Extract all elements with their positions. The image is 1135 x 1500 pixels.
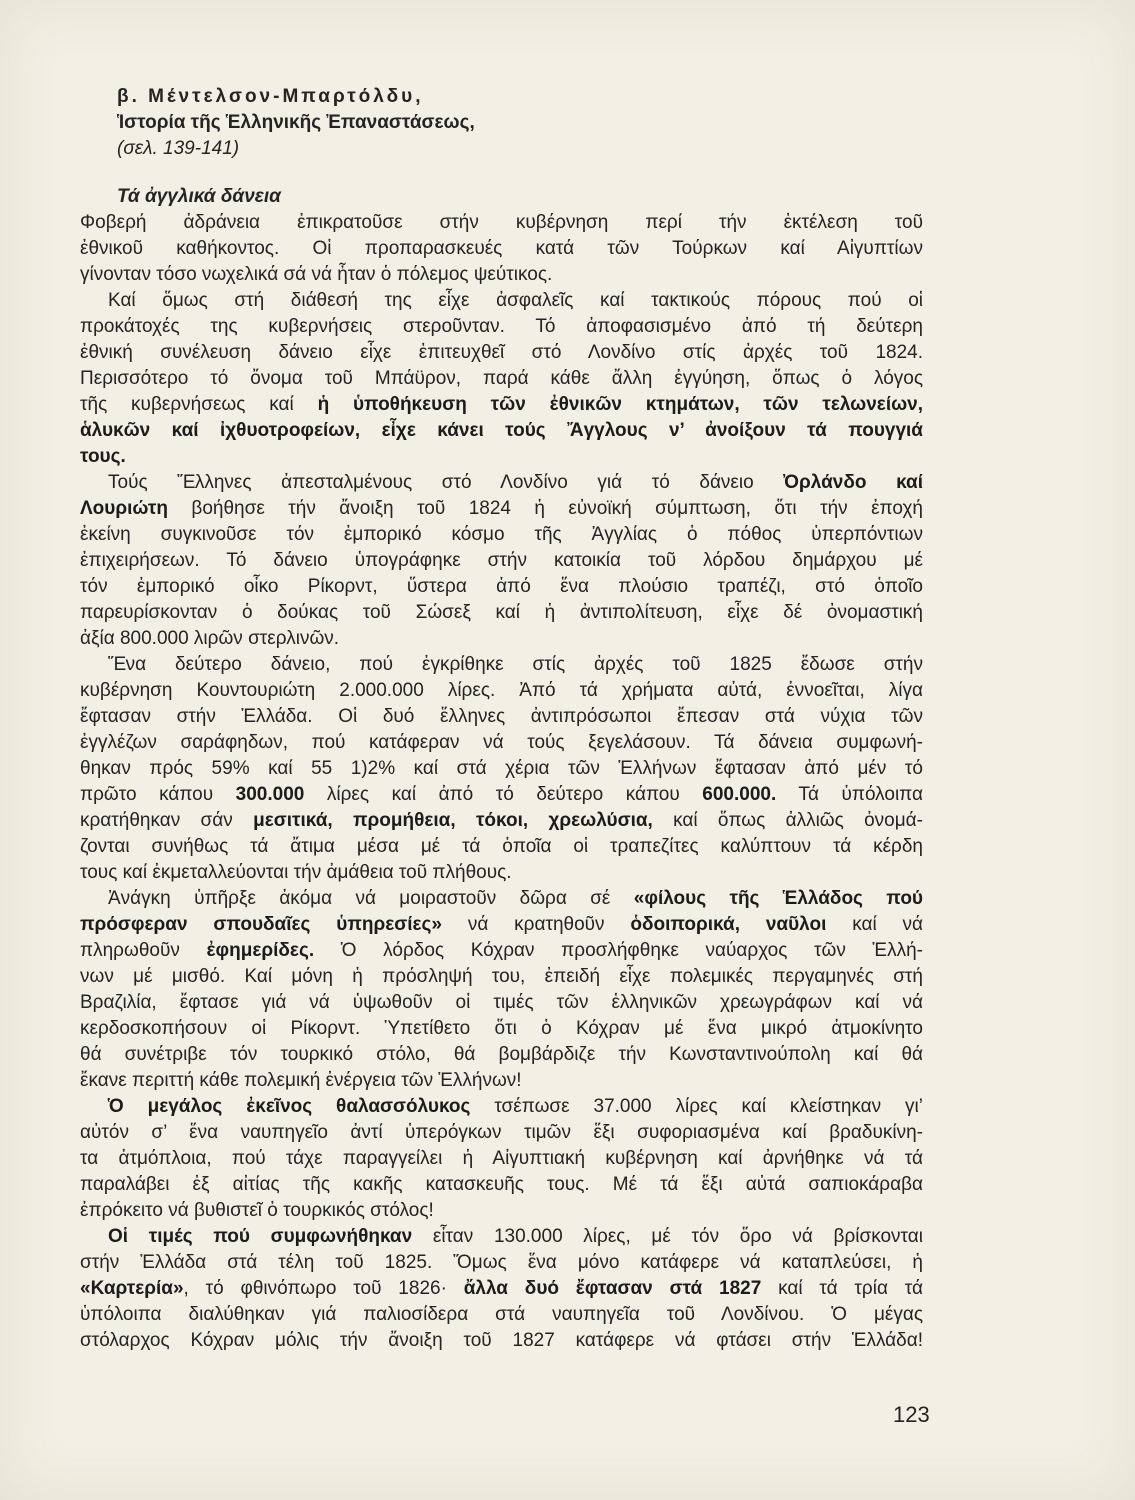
text-line bbox=[80, 392, 923, 418]
text-line bbox=[80, 496, 923, 522]
text-line bbox=[80, 366, 923, 392]
text-line bbox=[80, 938, 923, 964]
text-segment: προκάτοχές της κυβερνήσεις στεροῦνταν. Τό ἀποφασισμένο ἀπό τή δεύτερη bbox=[80, 316, 923, 337]
text-line bbox=[80, 470, 923, 496]
text-segment: ἀξία 800.000 λιρῶν στερλινῶν. bbox=[80, 628, 340, 649]
text-line bbox=[80, 756, 923, 782]
paragraph bbox=[80, 652, 923, 886]
text-segment: τσέπωσε 37.000 λίρες καί κλείστηκαν γι’ bbox=[470, 1096, 924, 1117]
text-line bbox=[80, 1068, 923, 1094]
text-segment: καί τά τρία τά bbox=[761, 1278, 923, 1299]
paragraph bbox=[80, 210, 923, 288]
text-line bbox=[80, 1198, 923, 1224]
text-segment: Ἕνα δεύτερο δάνειο, πού ἐγκρίθηκε στίς ἀρχές τοῦ 1825 ἔδωσε στήν bbox=[108, 654, 923, 675]
text-line bbox=[80, 912, 923, 938]
text-segment: ἐγγλέζων σαράφηδων, πού κατάφεραν νά τούς ξεγελάσουν. Τά δάνεια συμφωνή- bbox=[80, 732, 923, 753]
text-segment: Περισσότερο τό ὄνομα τοῦ Μπάϋρον, παρά κάθε ἄλλη ἐγγύηση, ὅπως ὁ λόγος bbox=[80, 368, 923, 389]
text-segment: στόλαρχος Κόχραν μόλις τήν ἄνοιξη τοῦ 1827 κατάφερε νά φτάσει στήν Ἑλλάδα! bbox=[80, 1330, 923, 1351]
paragraph bbox=[80, 288, 923, 470]
text-line bbox=[80, 1302, 923, 1328]
text-segment: νά κρατηθοῦν bbox=[441, 914, 631, 935]
text-segment: ἐθνικοῦ καθήκοντος. Οἱ προπαρασκευές κατά τῶν Τούρκων καί Αἰγυπτίων bbox=[80, 238, 923, 259]
text-line bbox=[80, 1250, 923, 1276]
bold-text-segment: ἐφημερίδες. bbox=[206, 940, 315, 961]
author-line: β. Μέντελσον-Μπαρτόλδυ, bbox=[117, 86, 424, 107]
text-segment: βοήθησε τήν ἄνοιξη τοῦ 1824 ἡ εὐνοϊκή σύμπτωση, ὅτι τήν ἐποχή bbox=[167, 498, 923, 519]
text-line bbox=[80, 704, 923, 730]
text-segment: κερδοσκοπήσουν οἱ Ρίκορντ. Ὑπετίθετο ὅτι ὁ Κόχραν μέ ἕνα μικρό ἀτμοκίνητο bbox=[80, 1018, 923, 1039]
text-line bbox=[80, 1146, 923, 1172]
text-segment: ἐκείνη συγκινοῦσε τόν ἐμπορικό κόσμο τῆς Ἀγγλίας ὁ πόθος ὑπερπόντιων bbox=[80, 524, 923, 545]
text-segment: εἶταν 130.000 λίρες, μέ τόν ὅρο νά βρίσκονται bbox=[412, 1226, 923, 1247]
text-line bbox=[80, 600, 923, 626]
text-segment: ἐπρόκειτο νά βυθιστεῖ ὁ τουρκικός στόλος! bbox=[80, 1200, 434, 1221]
text-segment: τους καί ἐκμεταλλεύονται τήν ἀμάθεια τοῦ πλήθους. bbox=[80, 862, 512, 883]
text-line bbox=[80, 730, 923, 756]
text-segment: παρευρίσκονταν ὁ δούκας τοῦ Σώσεξ καί ἡ ἀντιπολίτευση, εἶχε δέ ὀνομαστική bbox=[80, 602, 923, 623]
bold-text-segment: τους. bbox=[80, 446, 126, 467]
text-line bbox=[80, 444, 923, 470]
text-line bbox=[80, 522, 923, 548]
text-line bbox=[80, 808, 923, 834]
text-segment: αὐτόν σ’ ἕνα ναυπηγεῖο ἀντί ὑπερόγκων τιμῶν ἕξι συφοριασμένα καί βραδυκίνη- bbox=[80, 1122, 923, 1143]
text-line bbox=[80, 574, 923, 600]
text-line bbox=[80, 236, 923, 262]
text-segment: παραλάβει ἐξ αἰτίας τῆς κακῆς κατασκευῆς τους. Μέ τά ἕξι αὐτά σαπιοκάραβα bbox=[80, 1174, 923, 1195]
text-line bbox=[80, 1224, 923, 1250]
text-line bbox=[80, 626, 923, 652]
work-title: Ἱστορία τῆς Ἑλληνικῆς Ἐπαναστάσεως, bbox=[117, 112, 475, 133]
bold-text-segment: ἡ ὑποθήκευση τῶν ἐθνικῶν κτημάτων, τῶν τελωνείων, bbox=[317, 394, 923, 415]
text-segment: πληρωθοῦν bbox=[80, 940, 207, 961]
text-segment: ἔκανε περιττή κάθε πολεμική ἐνέργεια τῶν Ἑλλήνων! bbox=[80, 1070, 522, 1091]
text-line bbox=[80, 262, 923, 288]
text-line bbox=[80, 652, 923, 678]
text-segment: Τούς Ἕλληνες ἀπεσταλμένους στό Λονδίνο γιά τό δάνειο bbox=[108, 472, 784, 493]
text-segment: ἐθνική συνέλευση δάνειο εἶχε ἐπιτευχθεῖ στό Λονδίνο στίς ἀρχές τοῦ 1824. bbox=[80, 342, 923, 363]
text-line bbox=[80, 964, 923, 990]
text-line bbox=[80, 548, 923, 574]
paragraph bbox=[80, 470, 923, 652]
bold-text-segment: Ὁ μεγάλος ἐκεῖνος θαλασσόλυκος bbox=[108, 1096, 471, 1117]
text-line bbox=[80, 1016, 923, 1042]
bold-text-segment: ἄλλα δυό ἔφτασαν στά 1827 bbox=[463, 1278, 762, 1299]
text-segment: Καί ὅμως στή διάθεσή της εἶχε ἀσφαλεῖς καί τακτικούς πόρους πού οἱ bbox=[108, 290, 923, 311]
body-text bbox=[80, 210, 923, 1354]
bold-text-segment: 600.000. bbox=[702, 784, 777, 805]
text-line bbox=[80, 210, 923, 236]
text-line bbox=[80, 314, 923, 340]
text-segment: Τά ὑπόλοιπα bbox=[776, 784, 923, 805]
bold-text-segment: Λουριώτη bbox=[80, 498, 168, 519]
bold-text-segment: «φίλους τῆς Ἑλλάδος πού bbox=[633, 888, 923, 909]
bold-text-segment: ἁλυκῶν καί ἰχθυοτροφείων, εἶχε κάνει τούς Ἄγγλους ν’ ἀνοίξουν τά πουγγιά bbox=[80, 420, 923, 441]
text-block bbox=[80, 84, 923, 1354]
text-line bbox=[80, 1042, 923, 1068]
text-segment: καί νά bbox=[826, 914, 923, 935]
text-line bbox=[80, 1328, 923, 1354]
paragraph bbox=[80, 1094, 923, 1224]
text-line bbox=[80, 1172, 923, 1198]
bold-text-segment: Οἱ τιμές πού συμφωνήθηκαν bbox=[108, 1226, 413, 1247]
text-segment: , τό φθινόπωρο τοῦ 1826· bbox=[183, 1278, 464, 1299]
text-line bbox=[80, 782, 923, 808]
text-segment: ἐπιχειρήσεων. Τό δάνειο ὑπογράφηκε στήν κατοικία τοῦ λόρδου δημάρχου μέ bbox=[80, 550, 923, 571]
text-segment: πρῶτο κάπου bbox=[80, 784, 236, 805]
text-segment: Βραζιλία, ἔφτασε γιά νά ὑψωθοῦν οἱ τιμές τῶν ἑλληνικῶν χρεωγράφων καί νά bbox=[80, 992, 923, 1013]
text-segment: θά συνέτριβε τόν τουρκικό στόλο, θά βομβάρδιζε τήν Κωνσταντινούπολη καί θά bbox=[80, 1044, 923, 1065]
text-segment: τόν ἐμπορικό οἶκο Ρίκορντ, ὕστερα ἀπό ἕνα πλούσιο τραπέζι, στό ὁποῖο bbox=[80, 576, 923, 597]
text-line bbox=[80, 1094, 923, 1120]
text-segment: στήν Ἑλλάδα στά τέλη τοῦ 1825. Ὅμως ἕνα μόνο κατάφερε νά καταπλεύσει, ἡ bbox=[80, 1252, 923, 1273]
bold-text-segment: Ὀρλάνδο καί bbox=[783, 472, 923, 493]
text-line bbox=[80, 678, 923, 704]
section-title: Τά ἀγγλικά δάνεια bbox=[117, 186, 281, 207]
bold-text-segment: «Καρτερία» bbox=[80, 1278, 184, 1299]
bold-text-segment: 300.000 bbox=[235, 784, 305, 805]
text-segment: Ὁ λόρδος Κόχραν προσλήφθηκε ναύαρχος τῶν Ἑλλή- bbox=[314, 940, 923, 961]
text-line bbox=[80, 886, 923, 912]
text-segment: Ἀνάγκη ὑπῆρξε ἀκόμα νά μοιραστοῦν δῶρα σέ bbox=[108, 888, 634, 909]
text-segment: κυβέρνηση Κουντουριώτη 2.000.000 λίρες. Ἀπό τά χρήματα αὐτά, ἐννοεῖται, λίγα bbox=[80, 680, 923, 701]
paragraph bbox=[80, 886, 923, 1094]
text-line bbox=[80, 860, 923, 886]
text-segment: λίρες καί ἀπό τό δεύτερο κάπου bbox=[304, 784, 703, 805]
text-segment: τα ἀτμόπλοια, πού τάχε παραγγείλει ἡ Αἰγυπτιακή κυβέρνηση καί ἀρνήθηκε νά τά bbox=[80, 1148, 923, 1169]
bold-text-segment: ὁδοιπορικά, ναῦλοι bbox=[630, 914, 827, 935]
text-segment: τῆς κυβερνήσεως καί bbox=[80, 394, 318, 415]
page-range: (σελ. 139-141) bbox=[117, 138, 240, 159]
text-line bbox=[80, 340, 923, 366]
paragraph bbox=[80, 1224, 923, 1354]
page-number: 123 bbox=[893, 1402, 930, 1427]
text-segment: ζονται συνήθως τά ἄτιμα μέσα μέ τά ὁποῖα οἱ τραπεζίτες καλύπτουν τά κέρδη bbox=[80, 836, 923, 857]
text-segment: νων μέ μισθό. Καί μόνη ἡ πρόσληψή του, ἐπειδή εἶχε πολεμικές περγαμηνές στή bbox=[80, 966, 923, 987]
text-segment: καί ὅπως ἀλλιῶς ὀνομά- bbox=[652, 810, 923, 831]
bold-text-segment: μεσιτικά, προμήθεια, τόκοι, χρεωλύσια, bbox=[253, 810, 653, 831]
text-segment: ἔφτασαν στήν Ἑλλάδα. Οἱ δυό ἕλληνες ἀντιπρόσωποι ἔπεσαν στά νύχια τῶν bbox=[80, 706, 923, 727]
text-segment: γίνονταν τόσο νωχελικά σά νά ἦταν ὁ πόλεμος ψεύτικος. bbox=[80, 264, 553, 285]
text-segment: Φοβερή ἀδράνεια ἐπικρατοῦσε στήν κυβέρνηση περί τήν ἐκτέλεση τοῦ bbox=[80, 212, 923, 233]
text-line bbox=[80, 990, 923, 1016]
text-line bbox=[80, 1120, 923, 1146]
text-line bbox=[80, 834, 923, 860]
text-line bbox=[80, 418, 923, 444]
text-line bbox=[80, 1276, 923, 1302]
bold-text-segment: πρόσφεραν σπουδαῖες ὑπηρεσίες» bbox=[80, 914, 442, 935]
text-line bbox=[80, 288, 923, 314]
text-segment: κρατήθηκαν σάν bbox=[80, 810, 254, 831]
text-segment: ὑπόλοιπα διαλύθηκαν γιά παλιοσίδερα στά ναυπηγεῖα τοῦ Λονδίνου. Ὁ μέγας bbox=[80, 1304, 923, 1325]
text-segment: θηκαν πρός 59% καί 55 1)2% καί στά χέρια τῶν Ἑλλήνων ἔφτασαν ἀπό μέν τό bbox=[80, 758, 923, 779]
